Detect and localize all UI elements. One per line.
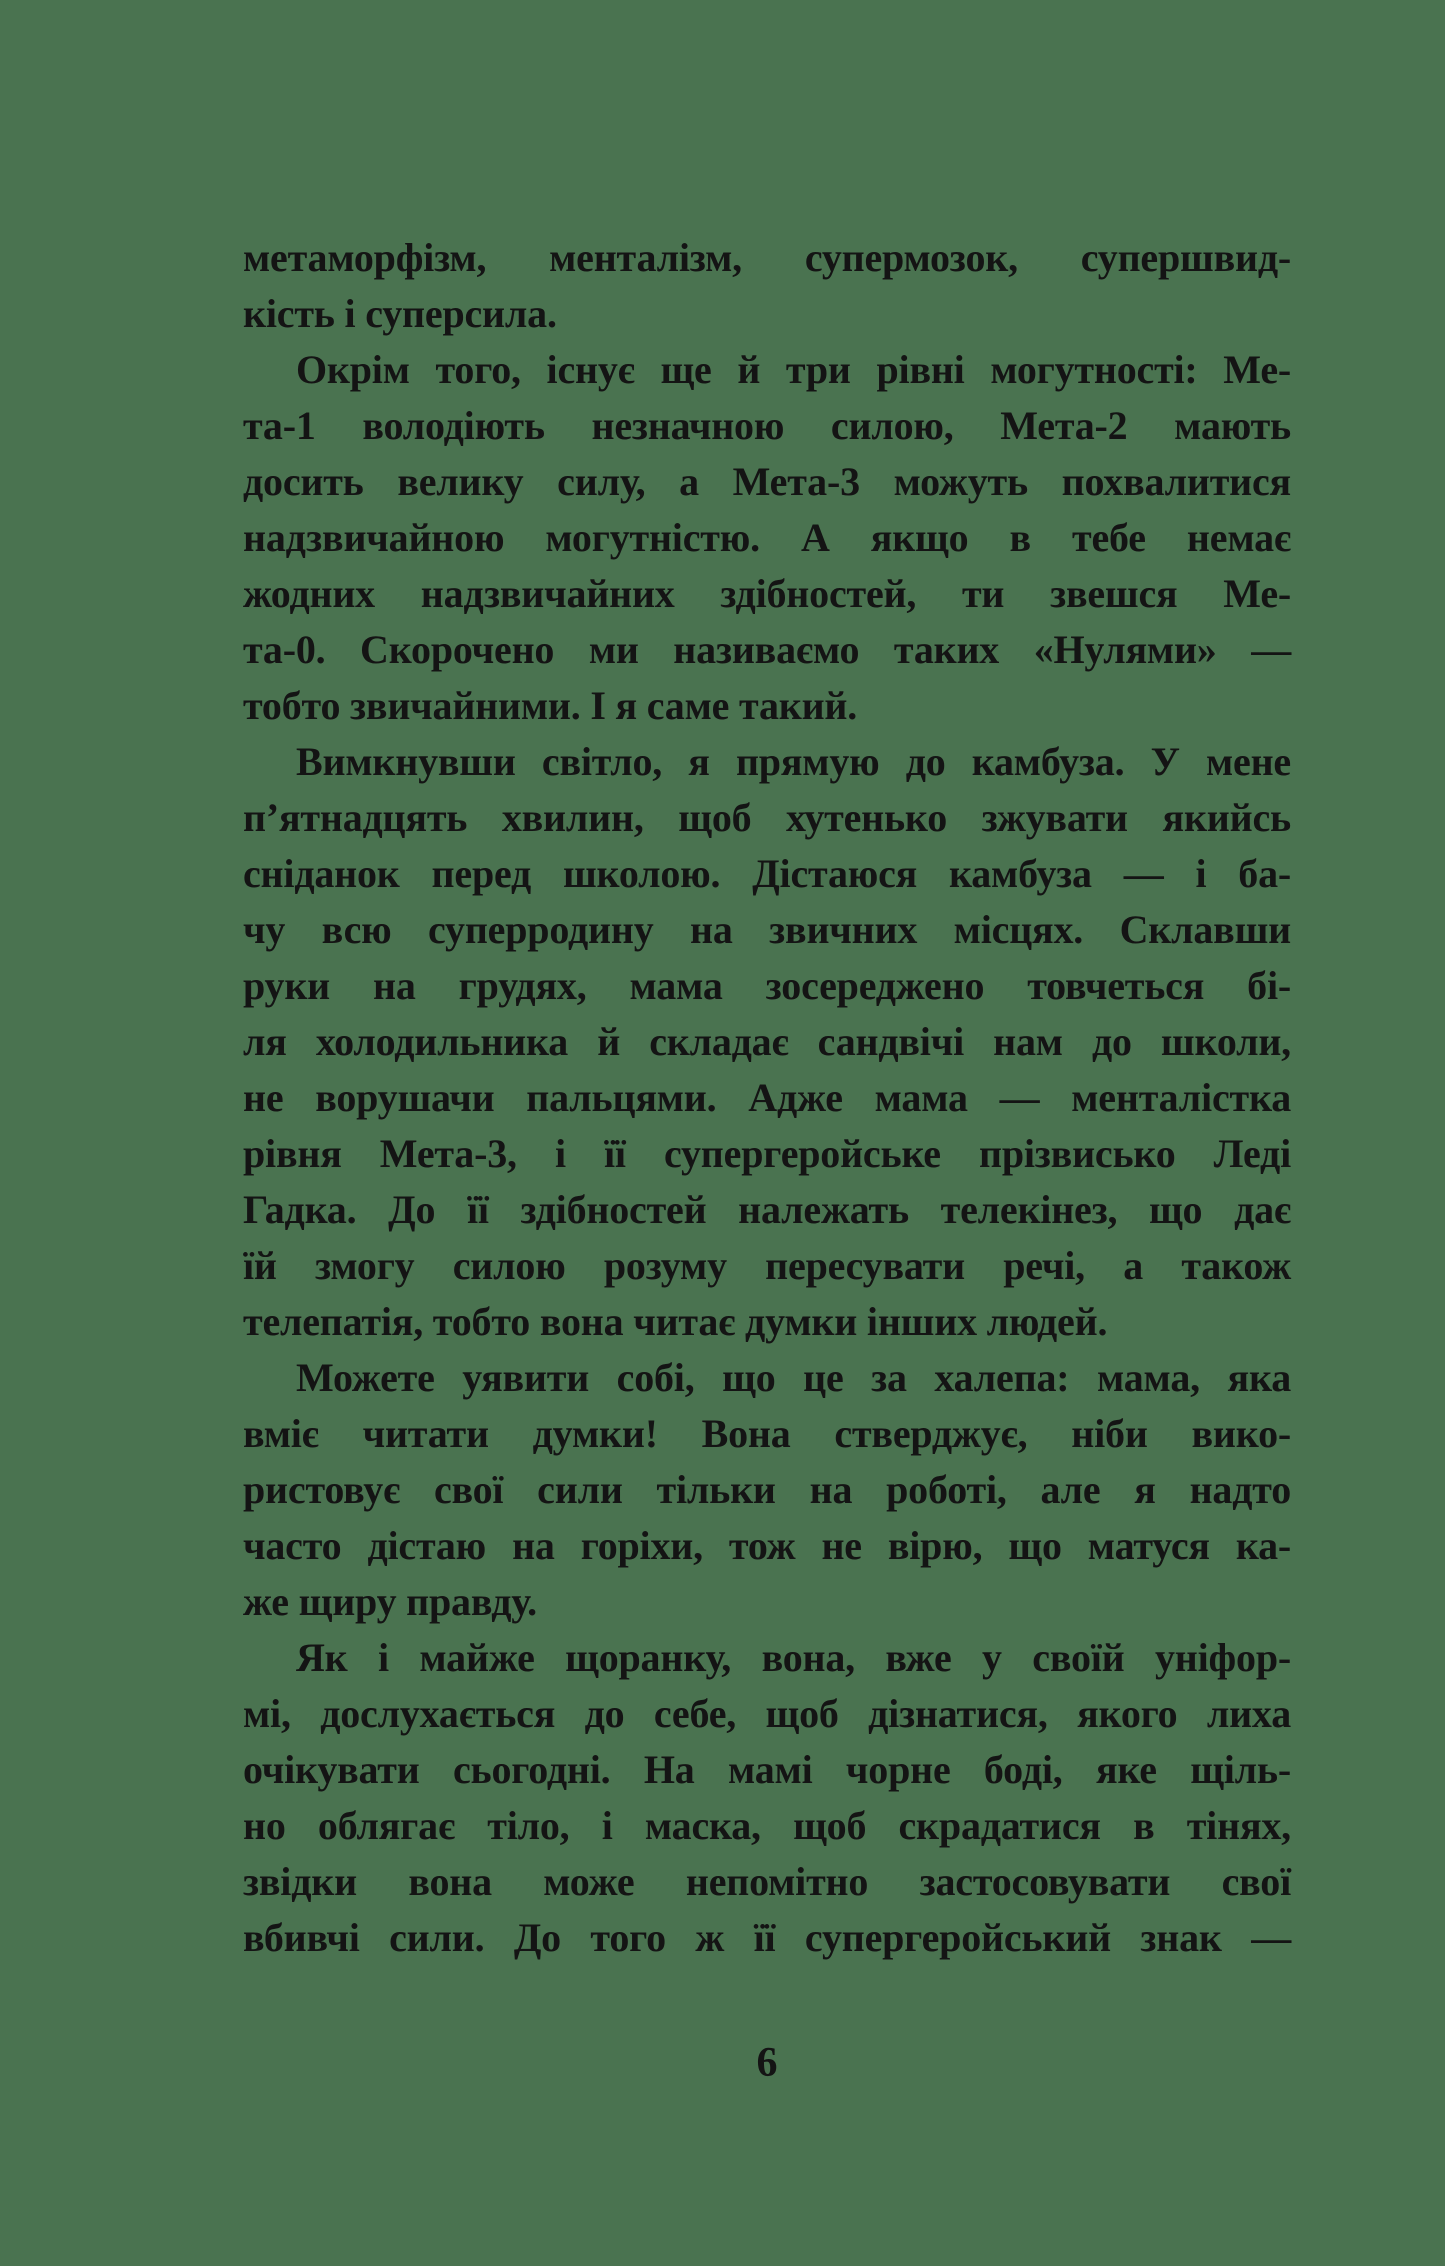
paragraph [243, 1630, 1291, 1966]
text-line: но облягає тіло, і маска, щоб скрадатися в тінях, [243, 1803, 1291, 1848]
paragraph [243, 734, 1291, 1350]
text-line: Гадка. До її здібностей належать телекінез, що дає [243, 1187, 1291, 1232]
text-line: досить велику силу, а Мета-3 можуть похвалитися [243, 459, 1291, 504]
text-line: п’ятнадцять хвилин, щоб хутенько зжувати якийсь [243, 795, 1291, 840]
text-line: чу всю суперродину на звичних місцях. Склавши [243, 907, 1291, 952]
text-line: очікувати сьогодні. На мамі чорне боді, яке щіль- [243, 1747, 1291, 1792]
text-line: Окрім того, існує ще й три рівні могутності: Ме- [296, 347, 1291, 392]
text-line: часто дістаю на горіхи, тож не вірю, що матуся ка- [243, 1523, 1291, 1568]
text-line: Вимкнувши світло, я прямую до камбуза. У мене [296, 739, 1291, 784]
text-line: надзвичайною могутністю. А якщо в тебе немає [243, 515, 1291, 560]
paragraph [243, 230, 1291, 342]
text-line: та-0. Скорочено ми називаємо таких «Нулями» — [243, 627, 1291, 672]
text-line: ристовує свої сили тільки на роботі, але я надто [243, 1467, 1291, 1512]
text-line: звідки вона може непомітно застосовувати свої [243, 1859, 1291, 1904]
page-number: 6 [756, 2040, 778, 2086]
text-line: вміє читати думки! Вона стверджує, ніби вико- [243, 1411, 1291, 1456]
text-line: рівня Мета-3, і її супергеройське прізвисько Леді [243, 1131, 1291, 1176]
text-line: ля холодильника й складає сандвічі нам до школи, [243, 1019, 1291, 1064]
text-line: руки на грудях, мама зосереджено товчеться бі- [243, 963, 1291, 1008]
text-line: метаморфізм, менталізм, супермозок, супершвид- [243, 235, 1291, 280]
text-line: Як і майже щоранку, вона, вже у своїй уніфор- [296, 1635, 1291, 1680]
paragraph [243, 1350, 1291, 1630]
text-line: Можете уявити собі, що це за халепа: мама, яка [296, 1355, 1291, 1400]
text-line: сніданок перед школою. Дістаюся камбуза — і ба- [243, 851, 1291, 896]
text-line: їй змогу силою розуму пересувати речі, а також [243, 1243, 1291, 1288]
text-line: вбивчі сили. До того ж її супергеройський знак — [243, 1915, 1291, 1960]
paragraph [243, 342, 1291, 734]
text-line: мі, дослухається до себе, щоб дізнатися, якого лиха [243, 1691, 1291, 1736]
text-line: тобто звичайними. І я саме такий. [243, 683, 858, 728]
text-line: же щиру правду. [243, 1579, 537, 1624]
text-line: кість і суперсила. [243, 291, 557, 336]
text-line: та-1 володіють незначною силою, Мета-2 мають [243, 403, 1291, 448]
text-line: не ворушачи пальцями. Адже мама — менталістка [243, 1075, 1291, 1120]
text-line: телепатія, тобто вона читає думки інших людей. [243, 1299, 1108, 1344]
text-line: жодних надзвичайних здібностей, ти звешся Ме- [243, 571, 1291, 616]
text-block [243, 230, 1291, 1966]
